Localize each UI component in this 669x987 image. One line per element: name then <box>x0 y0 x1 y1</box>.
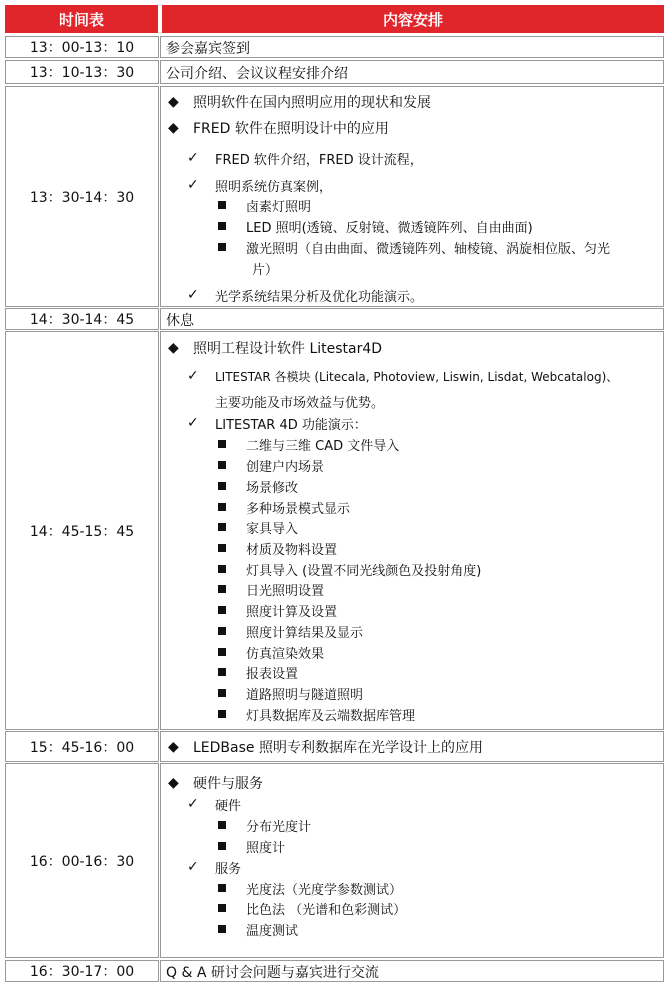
time-cell: 13：10-13：30 <box>5 60 159 84</box>
list-item <box>216 879 663 897</box>
list-item <box>216 622 663 640</box>
content-text: 休息 <box>166 312 194 329</box>
item-text: 照明系统仿真案例， <box>215 179 333 195</box>
item-text: 创建户内场景 <box>246 459 325 475</box>
item-text: 多种场景模式显示 <box>246 501 351 517</box>
item-text: 家具导入 <box>246 521 299 537</box>
item-text: 报表设置 <box>246 666 299 682</box>
item-text: 照度计算及设置 <box>246 604 338 620</box>
item-text: 照明工程设计软件 Litestar4D <box>193 341 383 357</box>
agenda-row <box>5 731 664 762</box>
list-item <box>216 456 663 474</box>
agenda-table <box>5 5 664 984</box>
square-bullet-icon <box>218 842 226 850</box>
square-bullet-icon <box>218 503 226 511</box>
item-text: 照度计 <box>246 840 286 856</box>
square-bullet-icon <box>218 201 226 209</box>
list-item <box>187 414 663 432</box>
content-cell <box>160 36 664 58</box>
item-text: 灯具数据库及云端数据库管理 <box>246 708 416 724</box>
item-text: 比色法 （光谱和色彩测试） <box>246 902 407 918</box>
list-item <box>187 286 663 304</box>
item-text: 硬件 <box>215 798 242 814</box>
content-text: Q & A 研讨会问题与嘉宾进行交流 <box>166 964 379 981</box>
content-cell <box>160 86 664 307</box>
square-bullet-icon <box>218 710 226 718</box>
time-cell: 15：45-16：00 <box>5 731 159 762</box>
time-cell: 13：30-14：30 <box>5 86 159 307</box>
item-text: LED 照明(透镜、反射镜、微透镜阵列、自由曲面) <box>246 220 533 236</box>
diamond-bullet-icon: ◆ <box>168 739 179 755</box>
list-item-continuation: 主要功能及市场效益与优势。 <box>215 395 385 411</box>
square-bullet-icon <box>218 565 226 573</box>
content-cell <box>160 308 664 330</box>
item-text: FRED 软件在照明设计中的应用 <box>193 121 389 137</box>
item-text: 场景修改 <box>246 480 299 496</box>
item-text: 服务 <box>215 861 242 877</box>
item-text: 卤素灯照明 <box>246 199 312 215</box>
diamond-bullet-icon: ◆ <box>168 94 179 110</box>
agenda-row <box>5 960 664 982</box>
square-bullet-icon <box>218 821 226 829</box>
list-item <box>187 176 663 194</box>
item-text: LEDBase 照明专利数据库在光学设计上的应用 <box>193 740 483 756</box>
check-icon: ✓ <box>187 287 199 303</box>
content-cell <box>160 331 664 730</box>
list-item <box>216 196 663 214</box>
check-icon: ✓ <box>187 415 199 431</box>
square-bullet-icon <box>218 689 226 697</box>
list-item <box>216 477 663 495</box>
check-icon: ✓ <box>187 150 199 166</box>
time-cell: 14：45-15：45 <box>5 331 159 730</box>
list-item <box>168 92 663 112</box>
square-bullet-icon <box>218 440 226 448</box>
square-bullet-icon <box>218 627 226 635</box>
agenda-row <box>5 308 664 330</box>
item-text: 仿真渲染效果 <box>246 646 325 662</box>
square-bullet-icon <box>218 482 226 490</box>
item-text: 材质及物料设置 <box>246 542 338 558</box>
list-item-continuation: 片） <box>252 262 279 278</box>
item-text: 道路照明与隧道照明 <box>246 687 364 703</box>
list-item <box>187 795 663 813</box>
square-bullet-icon <box>218 925 226 933</box>
list-item <box>216 816 663 834</box>
list-item <box>168 737 663 757</box>
list-item <box>216 580 663 598</box>
agenda-row <box>5 331 664 730</box>
diamond-bullet-icon: ◆ <box>168 340 179 356</box>
time-cell: 14：30-14：45 <box>5 308 159 330</box>
item-text: 光度法（光度学参数测试） <box>246 882 403 898</box>
check-icon: ✓ <box>187 796 199 812</box>
content-cell <box>160 763 664 958</box>
square-bullet-icon <box>218 523 226 531</box>
list-item <box>216 539 663 557</box>
list-item <box>216 498 663 516</box>
content-cell <box>160 731 664 762</box>
square-bullet-icon <box>218 884 226 892</box>
list-item <box>216 705 663 723</box>
item-text: LITESTAR 各模块 (Litecala, Photoview, Liswin, Lisdat, Webcatalog)、 <box>215 369 619 384</box>
item-text: 灯具导入 (设置不同光线颜色及投射角度) <box>246 563 482 579</box>
list-item <box>216 601 663 619</box>
list-item <box>216 837 663 855</box>
diamond-bullet-icon: ◆ <box>168 120 179 136</box>
list-item <box>216 643 663 661</box>
item-text: 日光照明设置 <box>246 583 325 599</box>
list-item <box>216 217 663 235</box>
item-text: 激光照明（自由曲面、微透镜阵列、轴棱镜、涡旋相位版、匀光 <box>246 241 611 257</box>
square-bullet-icon <box>218 585 226 593</box>
content-text: 参会嘉宾签到 <box>166 40 250 57</box>
time-cell: 13：00-13：10 <box>5 36 159 58</box>
square-bullet-icon <box>218 648 226 656</box>
square-bullet-icon <box>218 222 226 230</box>
time-cell: 16：30-17：00 <box>5 960 159 982</box>
content-text: 公司介绍、会议议程安排介绍 <box>166 65 348 82</box>
item-text: FRED 软件介绍，FRED 设计流程， <box>215 152 423 168</box>
list-item <box>187 367 663 385</box>
square-bullet-icon <box>218 461 226 469</box>
square-bullet-icon <box>218 668 226 676</box>
content-cell <box>160 960 664 982</box>
list-item <box>216 899 663 917</box>
header-content: 内容安排 <box>162 5 664 33</box>
list-item <box>187 858 663 876</box>
agenda-row <box>5 86 664 307</box>
list-item <box>216 238 663 256</box>
list-item <box>168 773 663 793</box>
square-bullet-icon <box>218 243 226 251</box>
square-bullet-icon <box>218 544 226 552</box>
content-cell <box>160 60 664 84</box>
list-item <box>216 684 663 702</box>
agenda-row <box>5 36 664 58</box>
list-item <box>216 663 663 681</box>
item-text: 温度测试 <box>246 923 299 939</box>
agenda-row <box>5 60 664 84</box>
item-text: 照度计算结果及显示 <box>246 625 364 641</box>
agenda-row <box>5 763 664 958</box>
item-text: 照明软件在国内照明应用的现状和发展 <box>193 95 431 111</box>
list-item <box>168 338 663 358</box>
time-cell: 16：00-16：30 <box>5 763 159 958</box>
check-icon: ✓ <box>187 368 199 384</box>
list-item <box>216 435 663 453</box>
square-bullet-icon <box>218 606 226 614</box>
item-text: LITESTAR 4D 功能演示： <box>215 417 367 433</box>
diamond-bullet-icon: ◆ <box>168 775 179 791</box>
item-text: 光学系统结果分析及优化功能演示。 <box>215 289 424 305</box>
list-item <box>216 560 663 578</box>
list-item <box>187 149 663 167</box>
square-bullet-icon <box>218 904 226 912</box>
item-text: 二维与三维 CAD 文件导入 <box>246 438 400 454</box>
header-time: 时间表 <box>5 5 158 33</box>
list-item <box>216 920 663 938</box>
item-text: 硬件与服务 <box>193 776 263 792</box>
item-text: 分布光度计 <box>246 819 312 835</box>
check-icon: ✓ <box>187 859 199 875</box>
check-icon: ✓ <box>187 177 199 193</box>
list-item <box>216 518 663 536</box>
list-item <box>168 118 663 138</box>
